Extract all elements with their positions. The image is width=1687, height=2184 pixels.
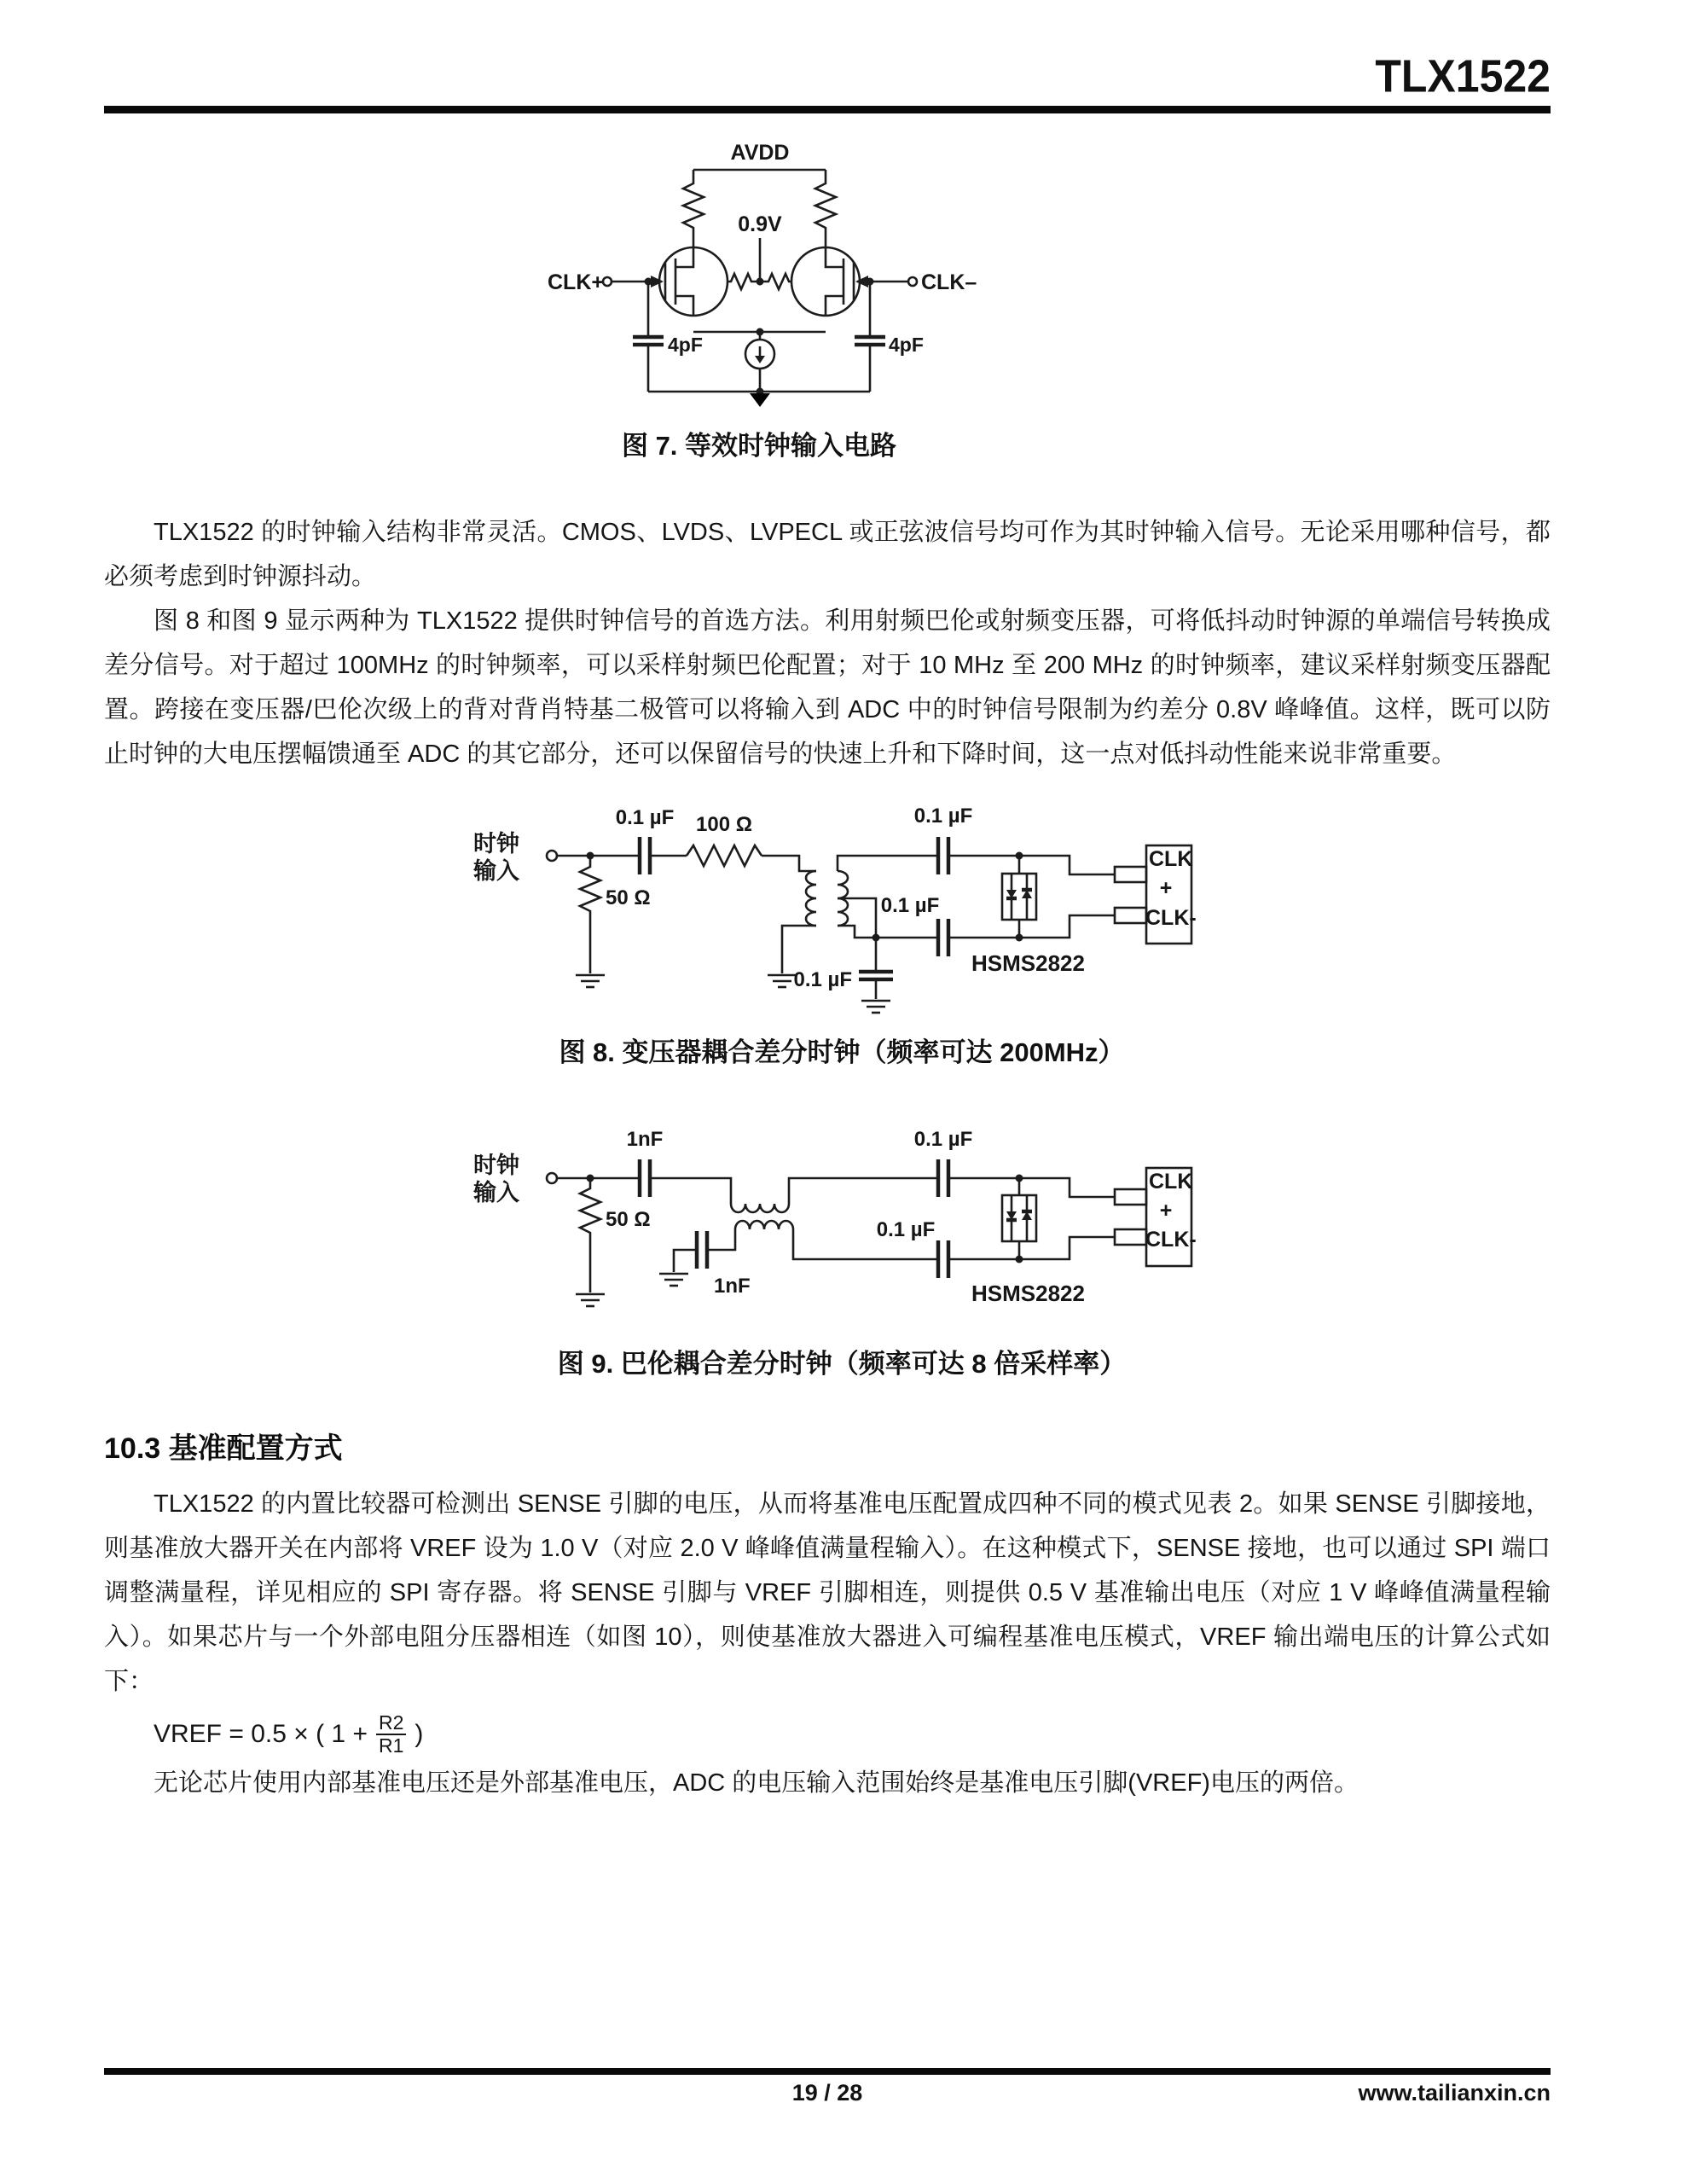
vref-formula bbox=[154, 1712, 1551, 1756]
formula-prefix: VREF = 0.5 × ( 1 + bbox=[154, 1719, 368, 1748]
paragraph-clock-flexibility: TLX1522 的时钟输入结构非常灵活。CMOS、LVDS、LVPECL 或正弦波信号均可作为其时钟输入信号。无论采用哪种信号，都必须考虑到时钟源抖动。 bbox=[104, 519, 1551, 590]
input-cap-label: 1nF bbox=[626, 1128, 664, 1151]
figure-9-balun-coupled-clock bbox=[467, 1103, 1217, 1380]
avdd-label: AVDD bbox=[730, 142, 790, 165]
formula-denominator: R1 bbox=[378, 1734, 404, 1757]
website-url: www.tailianxin.cn bbox=[1358, 2080, 1551, 2106]
ground-cap-label: 1nF bbox=[714, 1275, 751, 1298]
figure8-schematic bbox=[467, 799, 1217, 1019]
clk-minus-label: CLK– bbox=[921, 270, 977, 294]
figure-8-transformer-coupled-clock bbox=[467, 799, 1217, 1069]
cap-right-label: 4pF bbox=[889, 334, 924, 356]
bottom-cap-label: 0.1 µF bbox=[876, 1218, 936, 1241]
ground-cap-label: 0.1 µF bbox=[793, 968, 852, 991]
diode-pair-label: HSMS2822 bbox=[971, 1281, 1085, 1306]
clk-plus-sign: + bbox=[1159, 876, 1173, 900]
cap-left-label: 4pF bbox=[668, 334, 703, 356]
section-heading-10-3: 10.3 基准配置方式 bbox=[104, 1432, 343, 1465]
paragraph-reference-modes: TLX1522 的内置比较器可检测出 SENSE 引脚的电压，从而将基准电压配置成四种不同的模式见表 2。如果 SENSE 引脚接地，则基准放大器开关在内部将 VREF 设为 1.0 V（对应 2.0 V 峰峰值满量程输入）。在这种模式下，SENSE 接地，也可以通过 SPI 端口调整满量程，详见相应的 SPI 寄存器。将 SENSE 引脚与 VREF 引脚相连，则提供 0.5 V 基准输出电压（对应 1 V 峰峰值满量程输入）。如果芯片与一个外部电阻分压器相连（如图 10），则使基准放大器进入可编程基准电压模式，VREF 输出端电压的计算公式如下： bbox=[104, 1490, 1551, 1695]
input-cap-label: 0.1 µF bbox=[615, 806, 675, 829]
reference-range-text bbox=[104, 1761, 1551, 1805]
clock-input-section-text bbox=[104, 510, 1551, 776]
clk-plus-sign: + bbox=[1159, 1199, 1173, 1223]
clk-minus-pin-label: CLK- bbox=[1145, 906, 1197, 930]
formula-fraction bbox=[376, 1712, 406, 1756]
series-resistor-label: 100 Ω bbox=[696, 813, 752, 836]
reference-config-text bbox=[104, 1482, 1551, 1704]
formula-numerator: R2 bbox=[376, 1712, 406, 1735]
paragraph-clock-methods: 图 8 和图 9 显示两种为 TLX1522 提供时钟信号的首选方法。利用射频巴伦或射频变压器，可将低抖动时钟源的单端信号转换成差分信号。对于超过 100MHz 的时钟频率，可以采样射频巴伦配置；对于 10 MHz 至 200 MHz 的时钟频率，建议采样射频变压器配置。跨接在变压器/巴伦次级上的背对背肖特基二极管可以将输入到 ADC 中的时钟信号限制为约差分 0.8V 峰峰值。这样，既可以防止时钟的大电压摆幅馈通至 ADC 的其它部分，还可以保留信号的快速上升和下降时间，这一点对低抖动性能来说非常重要。 bbox=[104, 607, 1551, 768]
page-indicator: 19 / 28 bbox=[791, 2080, 863, 2106]
clock-input-label-line2: 输入 bbox=[473, 858, 519, 884]
clock-input-label-line1: 时钟 bbox=[473, 1153, 519, 1178]
figure9-schematic bbox=[467, 1103, 1217, 1332]
clk-plus-label: CLK+ bbox=[548, 270, 604, 294]
header-rule bbox=[104, 106, 1551, 113]
diode-pair-label: HSMS2822 bbox=[971, 950, 1085, 976]
figure7-schematic bbox=[537, 142, 981, 417]
figure-7-caption: 图 7. 等效时钟输入电路 bbox=[621, 431, 897, 461]
clk-pin-label: CLK bbox=[1149, 847, 1193, 871]
bottom-cap-label: 0.1 µF bbox=[880, 894, 940, 917]
clk-pin-label: CLK bbox=[1149, 1170, 1193, 1194]
top-cap-label: 0.1 µF bbox=[913, 804, 973, 828]
clock-input-label-line2: 输入 bbox=[473, 1180, 519, 1205]
figure-7-equivalent-clock-input-circuit bbox=[537, 142, 981, 462]
figure-9-caption: 图 9. 巴伦耦合差分时钟（频率可达 8 倍采样率） bbox=[557, 1349, 1127, 1379]
figure-8-caption: 图 8. 变压器耦合差分时钟（频率可达 200MHz） bbox=[559, 1037, 1125, 1067]
top-cap-label: 0.1 µF bbox=[913, 1128, 973, 1151]
part-number-title: TLX1522 bbox=[1375, 49, 1551, 102]
page-footer bbox=[104, 2068, 1551, 2117]
footer-rule bbox=[104, 2068, 1551, 2075]
page-header bbox=[104, 0, 1551, 113]
clock-input-label-line1: 时钟 bbox=[473, 831, 519, 857]
paragraph-input-range: 无论芯片使用内部基准电压还是外部基准电压，ADC 的电压输入范围始终是基准电压引脚(VREF)电压的两倍。 bbox=[154, 1769, 1359, 1798]
clk-minus-pin-label: CLK- bbox=[1145, 1228, 1197, 1252]
formula-suffix: ) bbox=[415, 1719, 424, 1748]
shunt-resistor-label: 50 Ω bbox=[606, 886, 651, 909]
shunt-resistor-label: 50 Ω bbox=[606, 1208, 651, 1231]
bias-voltage-label: 0.9V bbox=[738, 212, 782, 236]
